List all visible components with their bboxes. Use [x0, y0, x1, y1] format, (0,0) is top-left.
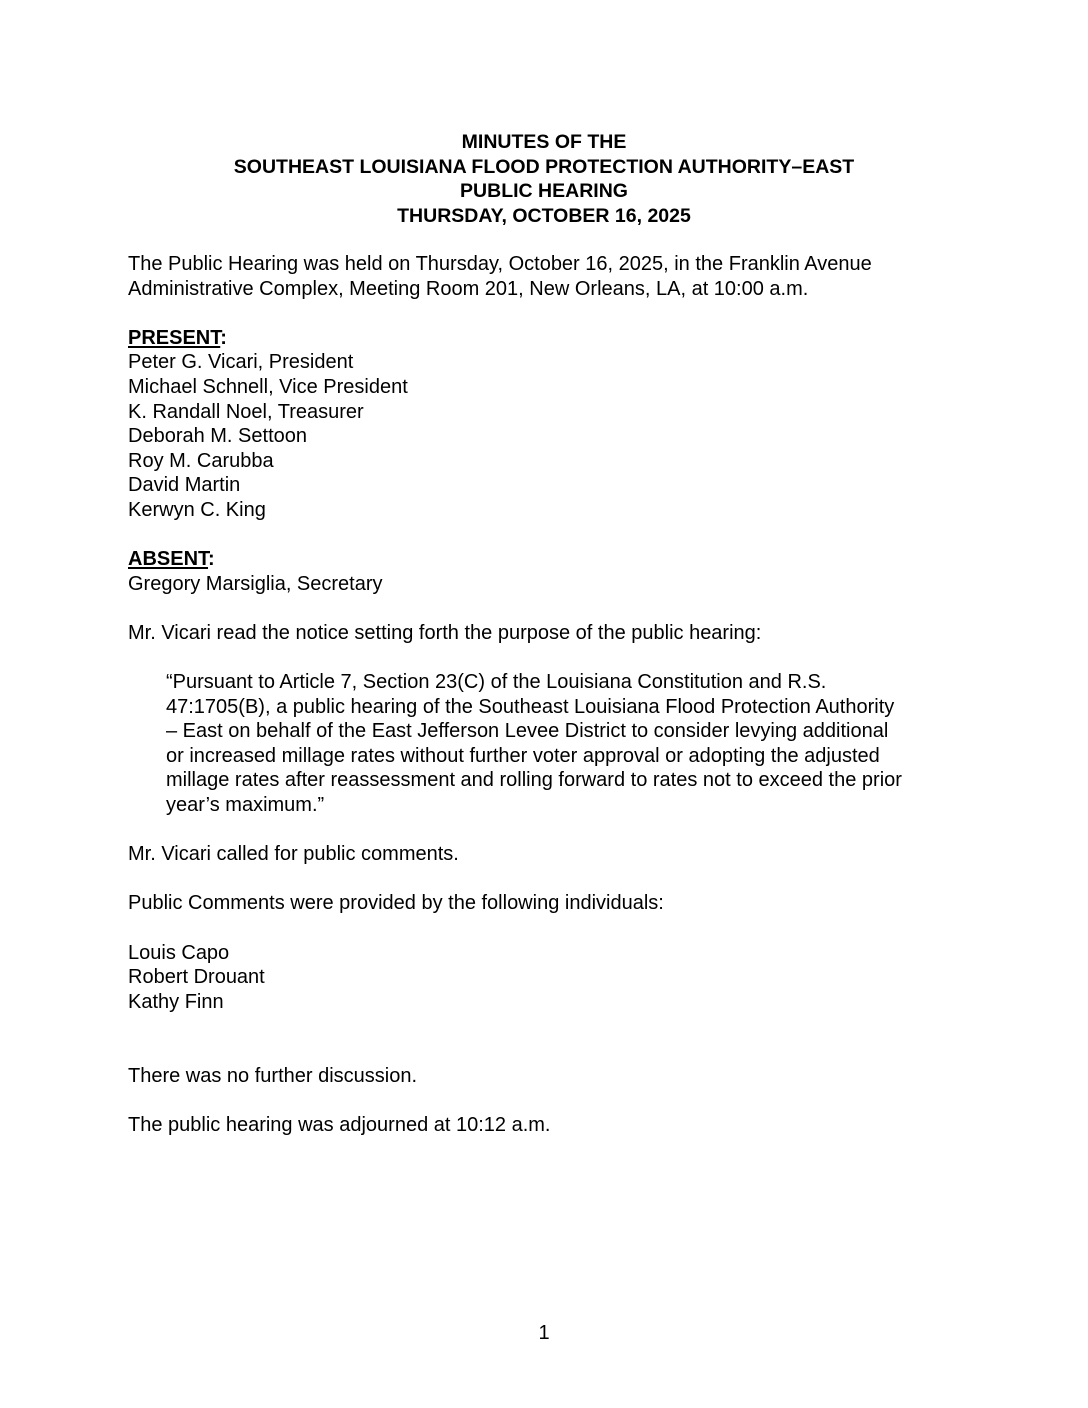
- present-member: Deborah M. Settoon: [128, 425, 307, 448]
- quote-line-1: “Pursuant to Article 7, Section 23(C) of the Louisiana Constitution and R.S.: [166, 671, 827, 694]
- title-line-3: PUBLIC HEARING: [460, 180, 628, 202]
- absent-heading: [128, 547, 968, 572]
- title-line-4: THURSDAY, OCTOBER 16, 2025: [397, 204, 691, 227]
- comments-intro: Public Comments were provided by the following individuals:: [128, 892, 664, 915]
- title-line-1: MINUTES OF THE: [461, 131, 627, 153]
- quote-line-4: or increased millage rates without further voter approval or adopting the adjusted: [166, 744, 880, 767]
- intro-paragraph: [128, 252, 968, 301]
- commenters-list: [128, 941, 968, 1015]
- quote-line-2: 47:1705(B), a public hearing of the Southeast Louisiana Flood Protection Authority: [166, 695, 895, 718]
- commenter: Kathy Finn: [128, 990, 224, 1013]
- present-member: Michael Schnell, Vice President: [128, 375, 408, 398]
- adjournment: The public hearing was adjourned at 10:12 a.m.: [128, 1113, 551, 1136]
- absent-section: [128, 547, 968, 596]
- document-title: [0, 130, 1088, 228]
- present-heading-label: PRESENT: [128, 326, 221, 349]
- quote-line-5: millage rates after reassessment and rolling forward to rates not to exceed the prior: [166, 769, 902, 792]
- call-for-comments: Mr. Vicari called for public comments.: [128, 843, 459, 866]
- present-member: Kerwyn C. King: [128, 498, 266, 521]
- absent-heading-colon: :: [208, 548, 215, 571]
- quote-line-6: year’s maximum.”: [166, 794, 325, 817]
- quote-line-3: – East on behalf of the East Jefferson Levee District to consider levying additional: [166, 720, 889, 743]
- present-member: Roy M. Carubba: [128, 449, 274, 472]
- present-heading-colon: :: [220, 326, 227, 349]
- title-line-2: SOUTHEAST LOUISIANA FLOOD PROTECTION AUTHORITY–EAST: [233, 155, 855, 178]
- page-number: 1: [538, 1322, 550, 1344]
- present-member: David Martin: [128, 474, 241, 497]
- present-member: K. Randall Noel, Treasurer: [128, 400, 364, 423]
- absent-member: Gregory Marsiglia, Secretary: [128, 572, 383, 595]
- intro-line-1: The Public Hearing was held on Thursday, October 16, 2025, in the Franklin Avenue: [128, 253, 872, 275]
- commenter: Louis Capo: [128, 941, 230, 964]
- present-section: [128, 326, 968, 523]
- notice-quote: [166, 670, 968, 818]
- absent-heading-label: ABSENT: [128, 548, 209, 571]
- no-further-discussion: There was no further discussion.: [128, 1064, 418, 1087]
- present-member: Peter G. Vicari, President: [128, 351, 354, 374]
- present-heading: [128, 326, 968, 351]
- commenter: Robert Drouant: [128, 966, 265, 989]
- document-body: [128, 252, 968, 1137]
- intro-line-2: Administrative Complex, Meeting Room 201, New Orleans, LA, at 10:00 a.m.: [128, 277, 809, 300]
- notice-intro: Mr. Vicari read the notice setting forth the purpose of the public hearing:: [128, 621, 762, 644]
